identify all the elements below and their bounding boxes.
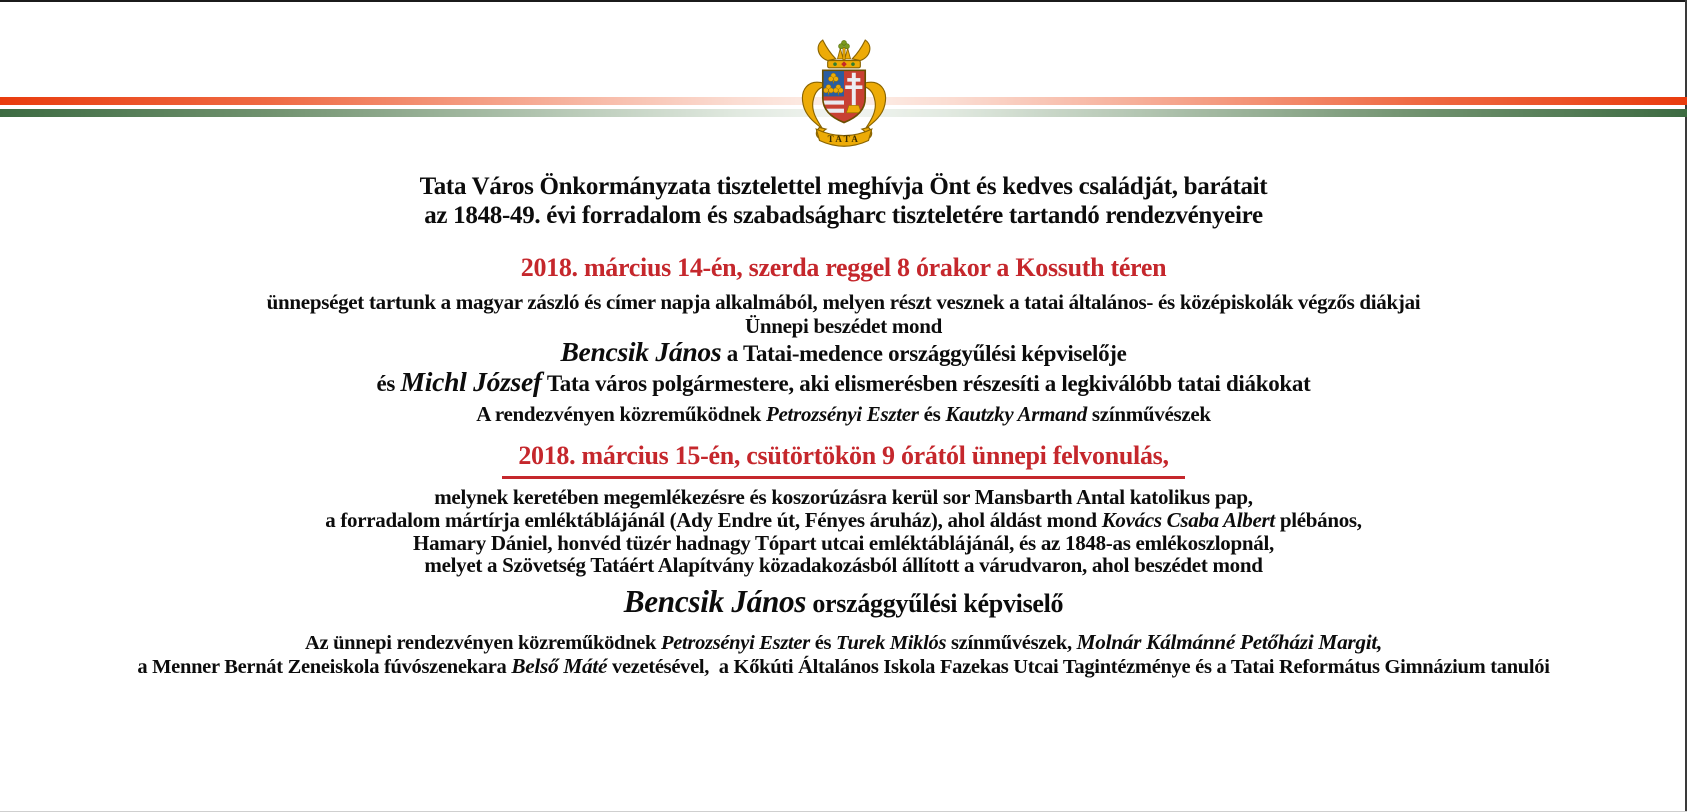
- invitation-intro-line-2: az 1848-49. évi forradalom és szabadságharc tiszteletére tartandó rendezvényeire: [424, 202, 1263, 229]
- crest-shield: [822, 70, 864, 122]
- event2-speaker: [0, 586, 1687, 619]
- closing-performers-line-2: [0, 655, 1687, 679]
- text-segment: Tata város polgármestere, aki elismerésben részesíti a legkiválóbb tatai diákokat: [541, 371, 1311, 396]
- crest-banner-text: TATA: [827, 134, 860, 145]
- text-segment: Bencsik János: [560, 336, 722, 367]
- crest-banner: [816, 129, 872, 146]
- event2-description-line-3: [0, 532, 1687, 554]
- text-segment: Kovács Csaba Albert: [1101, 508, 1275, 532]
- event2-description-line-1: [0, 486, 1687, 508]
- event1-performers: [0, 403, 1687, 425]
- text-segment: Bencsik János: [623, 584, 807, 619]
- closing-performers-line-1: [0, 631, 1687, 655]
- event2-date-heading: [0, 442, 1687, 479]
- text-segment: Molnár Kálmánné Petőházi Margit,: [1076, 630, 1383, 654]
- text-segment: és: [809, 632, 837, 654]
- text-segment: melynek keretében megemlékezésre és koszorúzásra kerül sor Mansbarth Antal katolikus pap,: [434, 485, 1253, 509]
- text-segment: Turek Miklós: [836, 632, 947, 654]
- text-segment: Petrozsényi Eszter: [660, 632, 810, 654]
- text-segment: Belső Máté: [511, 654, 608, 678]
- text-segment: a forradalom mártírja emléktáblájánál (Ady Endre út, Fényes áruház), ahol áldást mond: [325, 508, 1102, 532]
- event1-description-line-1: ünnepséget tartunk a magyar zászló és címer napja alkalmából, melyen részt vesznek a tatai általános- és középiskolák végzős diákjai: [266, 290, 1421, 314]
- event2-description-line-2: [0, 509, 1687, 531]
- text-segment: színművészek: [1086, 402, 1211, 426]
- crest-crown: [818, 40, 870, 68]
- text-segment: A rendezvényen közreműködnek: [476, 402, 766, 426]
- text-segment: a Tatai-medence országgyűlési képviselője: [721, 341, 1127, 366]
- event1-speaker-2: [0, 368, 1687, 397]
- text-segment: Kautzky Armand: [945, 402, 1087, 426]
- scan-top-edge: [0, 0, 1687, 2]
- text-segment: Az ünnepi rendezvényen közreműködnek: [304, 632, 661, 654]
- event1-description-line-2: Ünnepi beszédet mond: [744, 314, 943, 338]
- text-segment: a Menner Bernát Zeneiskola fúvószenekara: [137, 656, 512, 678]
- text-segment: Michl József: [400, 366, 542, 397]
- text-segment: plébános,: [1274, 508, 1362, 532]
- invitation-intro-line-1: Tata Város Önkormányzata tisztelettel meghívja Önt és kedves családját, barátait: [419, 173, 1268, 200]
- text-segment: Hamary Dániel, honvéd tüzér hadnagy Tópart utcai emléktáblájánál, és az 1848-as emlékoszlopnál,: [413, 531, 1274, 555]
- event2-description-line-4: [0, 554, 1687, 576]
- text-segment: országgyűlési képviselő: [806, 589, 1064, 618]
- text-segment: és: [376, 371, 401, 396]
- tata-coat-of-arms: [795, 36, 893, 163]
- text-segment: és: [918, 402, 946, 426]
- event1-speaker-1: [0, 338, 1687, 367]
- text-segment: színművészek,: [946, 632, 1077, 654]
- event2-date-heading-text: 2018. március 15-én, csütörtökön 9 órától ünnepi felvonulás,: [502, 442, 1184, 479]
- text-segment: vezetésével, a Kőkúti Általános Iskola Fazekas Utcai Tagintézménye és a Tatai Református Gimnázium tanulói: [607, 656, 1550, 678]
- text-segment: Petrozsényi Eszter: [765, 402, 919, 426]
- event1-date-heading: 2018. március 14-én, szerda reggel 8 órakor a Kossuth téren: [520, 253, 1167, 282]
- text-segment: melyet a Szövetség Tatáért Alapítvány közadakozásból állított a várudvaron, ahol beszédet mond: [424, 553, 1263, 577]
